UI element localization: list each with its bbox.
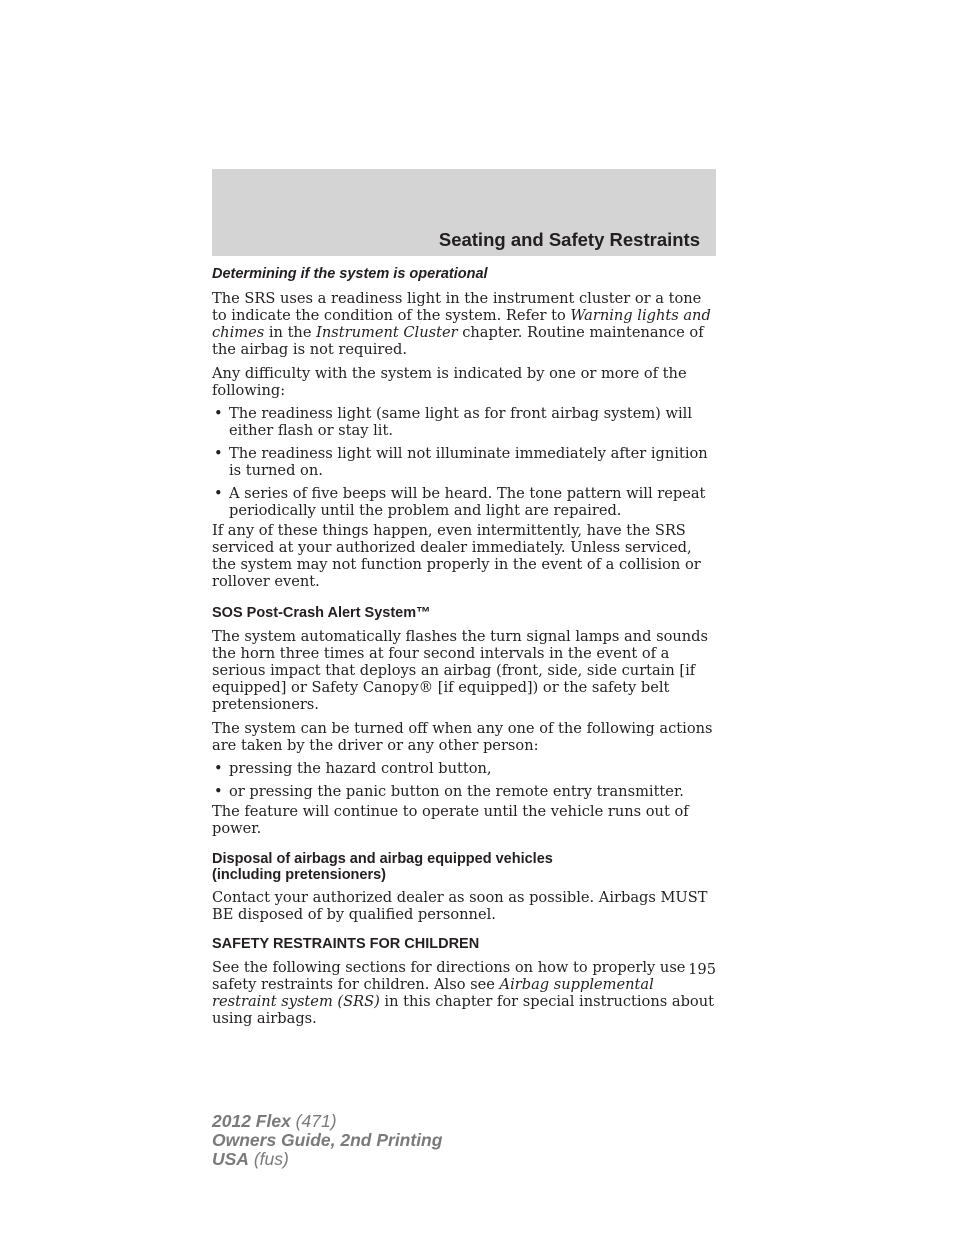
operational-paragraph-2: Any difficulty with the system is indicated by one or more of the following: (212, 365, 687, 399)
disposal-heading (212, 851, 716, 883)
disposal-heading-line-1: Disposal of airbags and airbag equipped vehicles (212, 851, 553, 867)
children-paragraph-1 (212, 959, 716, 1027)
footer-edition: Owners Guide, 2nd Printing (212, 1130, 443, 1150)
cross-reference-airbag-srs: Airbag supplemental restraint system (SRS) (212, 976, 654, 1010)
children-heading: SAFETY RESTRAINTS FOR CHILDREN (212, 936, 480, 952)
operational-bullet-list (212, 405, 716, 519)
footer-line-3 (212, 1150, 442, 1169)
list-item-text: A series of five beeps will be heard. The tone pattern will repeat periodically until the problem and light are repaired. (229, 485, 706, 519)
cross-reference-instrument-cluster: Instrument Cluster (316, 324, 458, 341)
bullet-icon: • (214, 485, 223, 502)
list-item (212, 445, 716, 479)
list-item (212, 783, 716, 800)
sos-paragraph-1: The system automatically flashes the turn signal lamps and sounds the horn three times at four second intervals in the event of a serious impact that deploys an airbag (front, side, side curtain [if equipped] or Safety Canopy® [if equipped]) or the safety belt pretensioners. (212, 628, 708, 713)
sos-bullet-list (212, 760, 716, 800)
disposal-paragraph-1: Contact your authorized dealer as soon as possible. Airbags MUST BE disposed of by qualified personnel. (212, 889, 708, 923)
disposal-heading-line-2: (including pretensioners) (212, 867, 387, 883)
list-item-text: pressing the hazard control button, (229, 760, 492, 777)
list-item (212, 760, 716, 777)
bullet-icon: • (214, 445, 223, 462)
chapter-header-band (212, 169, 716, 256)
sos-paragraph-3: The feature will continue to operate until the vehicle runs out of power. (212, 803, 689, 837)
bullet-icon: • (214, 783, 223, 800)
footer-model-code: (471) (290, 1111, 337, 1131)
page-content (212, 266, 716, 1027)
footer-line-1 (212, 1112, 442, 1131)
bullet-icon: • (214, 405, 223, 422)
bullet-icon: • (214, 760, 223, 777)
operational-paragraph-1 (212, 290, 716, 358)
list-item (212, 405, 716, 439)
operational-heading: Determining if the system is operational (212, 266, 488, 282)
text-run: in the (264, 324, 317, 341)
cross-reference-warning-lights: Warning lights and chimes (212, 307, 711, 341)
list-item (212, 485, 716, 519)
list-item-text: or pressing the panic button on the remote entry transmitter. (229, 783, 684, 800)
text-run: The SRS uses a readiness light in the instrument cluster or a tone to indicate the condition of the system. Refer to (212, 290, 702, 324)
sos-paragraph-2: The system can be turned off when any one of the following actions are taken by the driver or any other person: (212, 720, 713, 754)
text-run: See the following sections for directions on how to properly use safety restraints for children. Also see (212, 959, 686, 993)
page-number: 195 (688, 961, 716, 978)
footer-model: 2012 Flex (212, 1111, 291, 1131)
list-item-text: The readiness light will not illuminate immediately after ignition is turned on. (229, 445, 708, 479)
sos-heading: SOS Post-Crash Alert System™ (212, 605, 431, 621)
footer-line-2 (212, 1131, 442, 1150)
footer-region-code: (fus) (248, 1149, 289, 1169)
text-run: in this chapter for special instructions about using airbags. (212, 993, 714, 1027)
operational-paragraph-3: If any of these things happen, even intermittently, have the SRS serviced at your authorized dealer immediately. Unless serviced, the system may not function properly in the event of a collision or rollover event. (212, 522, 701, 590)
document-footer (212, 1112, 442, 1169)
footer-region: USA (212, 1149, 249, 1169)
text-run: chapter. Routine maintenance of the airbag is not required. (212, 324, 704, 358)
chapter-title: Seating and Safety Restraints (438, 229, 700, 250)
list-item-text: The readiness light (same light as for front airbag system) will either flash or stay lit. (229, 405, 692, 439)
